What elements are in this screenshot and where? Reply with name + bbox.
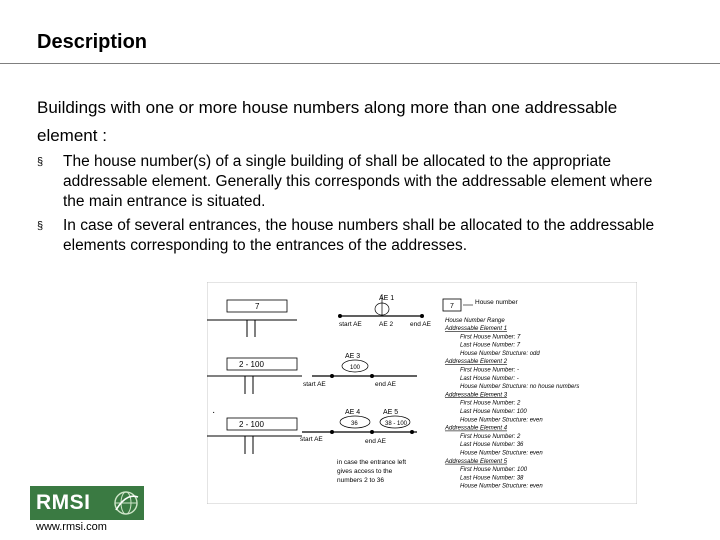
intro-paragraph: Buildings with one or more house numbers along more than one addressable element : [37, 98, 618, 145]
legend-range-title: House Number Range [445, 318, 505, 324]
ae-label: AE 3 [345, 353, 361, 360]
ae-label: AE 5 [383, 409, 399, 416]
ae-label: AE 2 [379, 321, 394, 328]
house-number-range: 38 - 100 [385, 421, 408, 427]
globe-icon [112, 489, 140, 517]
ae-label: AE 1 [379, 295, 395, 302]
legend-building-number: 7 [450, 303, 454, 310]
legend-line: House Number Structure: no house numbers [460, 384, 580, 391]
legend-line: First House Number: 2 [460, 433, 521, 440]
legend-line: First House Number: - [460, 367, 520, 374]
rmsi-logo [30, 486, 144, 520]
entrance-note-line: numbers 2 to 36 [337, 477, 384, 484]
title-divider [0, 63, 720, 64]
slide-title: Description [37, 31, 148, 53]
legend-element-heading: Addressable Element 4 [445, 425, 508, 432]
legend-line: Last House Number: 100 [460, 409, 527, 415]
legend-element-heading: Addressable Element 3 [445, 392, 508, 399]
house-number: 100 [350, 365, 361, 371]
legend-line: Last House Number: 7 [460, 342, 521, 349]
bullet-marker: § [37, 220, 44, 232]
legend-line: Last House Number: - [460, 375, 519, 382]
bullet-item [37, 152, 667, 212]
end-ae-label: end AE [410, 321, 431, 328]
legend-line: House Number Structure: even [460, 483, 543, 490]
stray-mark: · [212, 407, 216, 418]
end-ae-label: end AE [375, 381, 396, 388]
legend-line: House Number Structure: even [460, 417, 543, 424]
legend-house-number: House number [475, 299, 518, 306]
legend-line: Last House Number: 38 [460, 475, 524, 482]
address-diagram [207, 282, 637, 504]
building-number-range: 2 - 100 [239, 420, 264, 429]
start-ae-label: start AE [303, 381, 326, 388]
building-number: 7 [255, 302, 260, 311]
legend-element-heading: Addressable Element 1 [445, 326, 508, 332]
legend-line: Last House Number: 36 [460, 442, 524, 449]
bullet-marker: § [37, 156, 44, 168]
building-number-range: 2 - 100 [239, 360, 264, 369]
legend-line: House Number Structure: odd [460, 350, 540, 357]
legend-element-heading: Addressable Element 2 [445, 359, 508, 366]
bullet-item [37, 216, 667, 256]
start-ae-label: start AE [339, 321, 362, 328]
house-number: 36 [351, 421, 358, 427]
bullet-text: The house number(s) of a single building of shall be allocated to the appropriate addressable element. Generally this corresponds with the addressable element where the main entrance is situated. [63, 153, 653, 210]
start-ae-label: start AE [300, 436, 323, 443]
legend-line: First House Number: 2 [460, 400, 521, 407]
website-url: www.rmsi.com [36, 521, 107, 533]
ae-label: AE 4 [345, 409, 361, 416]
legend-line: First House Number: 7 [460, 334, 521, 341]
end-ae-label: end AE [365, 438, 386, 445]
legend-element-heading: Addressable Element 5 [445, 458, 508, 465]
logo-text: RMSI [36, 491, 91, 514]
entrance-note-line: gives access to the [337, 468, 393, 475]
bullet-list [37, 152, 667, 260]
legend-line: First House Number: 100 [460, 467, 528, 474]
bullet-text: In case of several entrances, the house numbers shall be allocated to the addressable elements corresponding to the entrances of the addresses. [63, 217, 655, 254]
legend-line: House Number Structure: even [460, 450, 543, 457]
entrance-note-line: in case the entrance left [337, 459, 407, 466]
